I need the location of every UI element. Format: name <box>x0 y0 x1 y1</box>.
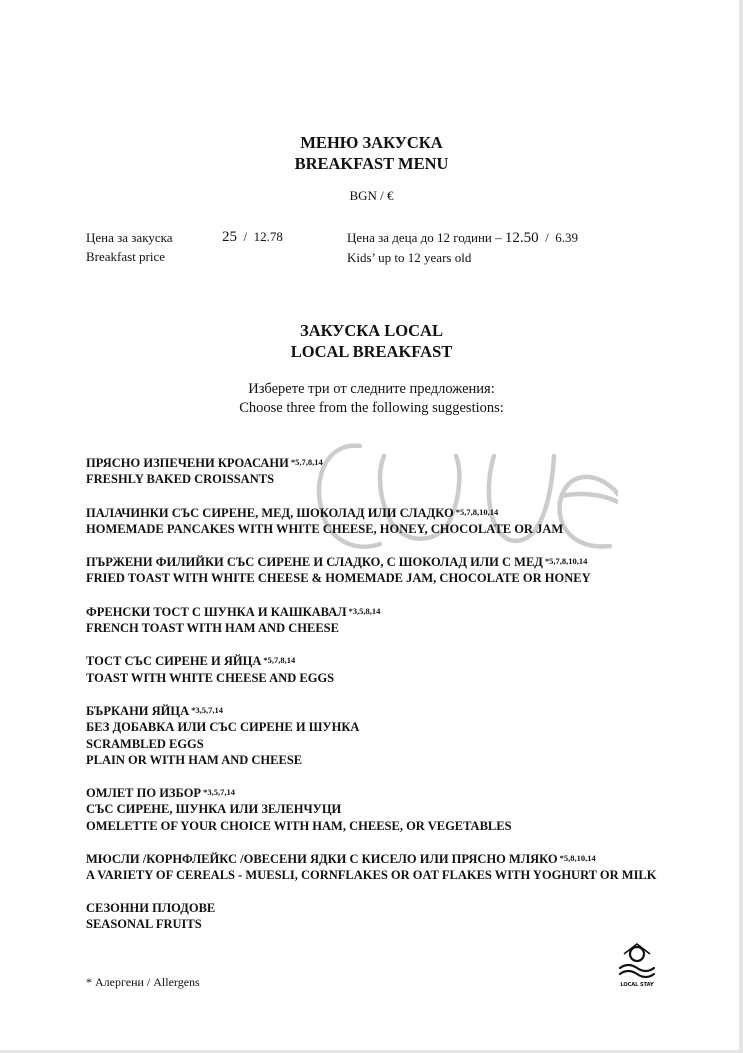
price-separator: / <box>240 229 251 244</box>
item-name-bg: ОМЛЕТ ПО ИЗБОР <box>86 786 202 801</box>
page-edge <box>739 0 743 1053</box>
item-line: SCRAMBLED EGGS <box>86 736 204 751</box>
menu-item <box>86 850 706 884</box>
breakfast-price-eur: 12.78 <box>253 229 283 244</box>
breakfast-price-label <box>86 228 173 266</box>
section-instruction <box>0 380 743 418</box>
kids-price-eur: 6.39 <box>555 230 579 245</box>
allergens-note: * Алергени / Allergens <box>86 975 200 989</box>
breakfast-price-value <box>222 227 283 247</box>
menu-title-en: BREAKFAST MENU <box>294 154 449 173</box>
item-line: A VARIETY OF CEREALS - MUESLI, CORNFLAKES OR OAT FLAKES WITH YOGHURT OR MILK <box>86 868 657 883</box>
item-line: СЪС СИРЕНЕ, ШУНКА ИЛИ ЗЕЛЕНЧУЦИ <box>86 802 342 817</box>
item-line: HOMEMADE PANCAKES WITH WHITE CHEESE, HONEY, CHOCOLATE OR JAM <box>86 521 564 536</box>
breakfast-price-label-bg: Цена за закуска <box>86 230 173 245</box>
section-title-bg: ЗАКУСКА LOCAL <box>300 321 443 340</box>
item-line: OMELETTE OF YOUR CHOICE WITH HAM, CHEESE, OR VEGETABLES <box>86 818 512 833</box>
menu-item <box>86 454 706 488</box>
item-line: БЕЗ ДОБАВКА ИЛИ СЪС СИРЕНЕ И ШУНКА <box>86 720 360 735</box>
menu-title <box>0 132 743 174</box>
price-separator: / <box>541 230 553 245</box>
item-name-bg: ТОСТ СЪС СИРЕНЕ И ЯЙЦА <box>86 654 262 669</box>
breakfast-price-bgn: 25 <box>222 229 237 245</box>
menu-item <box>86 553 706 587</box>
allergen-codes: *3,5,7,14 <box>203 787 235 798</box>
instruction-en: Choose three from the following suggestions: <box>239 400 504 416</box>
kids-price-label-bg: Цена за деца до 12 години – <box>347 230 502 245</box>
item-line: FRESHLY BAKED CROISSANTS <box>86 472 275 487</box>
local-stay-logo <box>616 942 658 990</box>
item-name-bg: ПРЯСНО ИЗПЕЧЕНИ КРОАСАНИ <box>86 456 289 470</box>
item-name-bg: ПАЛАЧИНКИ СЪС СИРЕНЕ, МЕД, ШОКОЛАД ИЛИ СЛАДКО <box>86 505 454 520</box>
allergen-codes: *5,7,8,14 <box>263 655 296 666</box>
allergen-codes: *5,8,10,14 <box>559 853 596 864</box>
item-name-bg: ПЪРЖЕНИ ФИЛИЙКИ СЪС СИРЕНЕ И СЛАДКО, С ШОКОЛАД ИЛИ С МЕД <box>86 555 543 570</box>
kids-price-label-en: Kids’ up to 12 years old <box>347 250 472 265</box>
item-name-bg: МЮСЛИ /КОРНФЛЕЙКС /ОВЕСЕНИ ЯДКИ С КИСЕЛО ИЛИ ПРЯСНО МЛЯКО <box>86 852 558 867</box>
instruction-bg: Изберете три от следните предложения: <box>248 381 495 397</box>
menu-item <box>86 900 706 933</box>
item-line: TOAST WITH WHITE CHEESE AND EGGS <box>86 670 335 685</box>
item-line: SEASONAL FRUITS <box>86 916 202 931</box>
breakfast-price-label-en: Breakfast price <box>86 249 166 264</box>
logo-text: LOCAL STAY <box>620 982 654 988</box>
allergen-codes: *3,5,8,14 <box>348 605 381 616</box>
currency-label: BGN / € <box>349 188 394 203</box>
menu-item <box>86 603 706 637</box>
item-line: FRIED TOAST WITH WHITE CHEESE & HOMEMADE JAM, CHOCOLATE OR HONEY <box>86 571 591 586</box>
menu-items <box>86 454 706 948</box>
menu-item <box>86 784 706 834</box>
item-line: FRENCH TOAST WITH HAM AND CHEESE <box>86 621 339 636</box>
section-title-en: LOCAL BREAKFAST <box>290 342 453 361</box>
kids-price <box>347 228 578 267</box>
allergen-codes: *5,7,8,10,14 <box>544 556 588 567</box>
allergen-codes: *5,7,8,14 <box>290 457 323 467</box>
section-title <box>0 320 743 362</box>
menu-item <box>86 702 706 768</box>
menu-item <box>86 504 706 538</box>
item-name-bg: БЪРКАНИ ЯЙЦА <box>86 703 190 718</box>
allergen-codes: *5,7,8,10,14 <box>455 506 499 517</box>
menu-title-bg: МЕНЮ ЗАКУСКА <box>300 133 443 152</box>
allergen-codes: *3,5,7,14 <box>191 704 224 715</box>
item-name-bg: ФРЕНСКИ ТОСТ С ШУНКА И КАШКАВАЛ <box>86 604 347 619</box>
kids-price-bgn: 12.50 <box>504 230 539 246</box>
item-line: PLAIN OR WITH HAM AND CHEESE <box>86 752 303 767</box>
menu-item <box>86 652 706 686</box>
item-name-bg: СЕЗОННИ ПЛОДОВЕ <box>86 900 216 915</box>
